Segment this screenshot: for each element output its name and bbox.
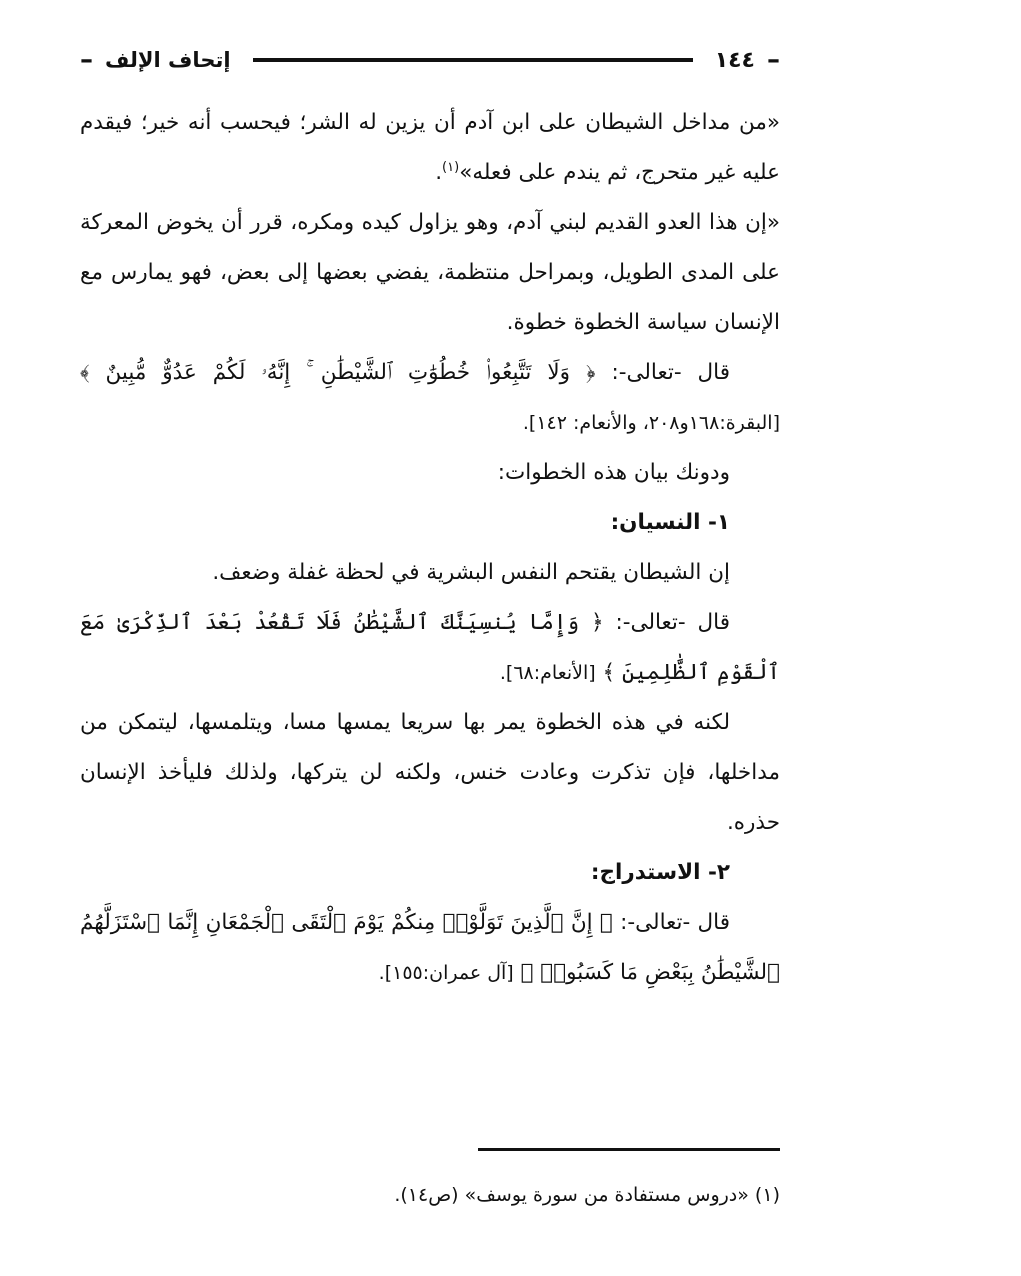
footnote-separator xyxy=(478,1148,780,1151)
header-dash-right: – xyxy=(767,45,780,75)
paragraph-7: لكنه في هذه الخطوة يمر بها سريعا يمسها مسا، ويتلمسها، ليتمكن من مداخلها، فإن تذكرت وعادت خنس، ولكنه لن يتركها، ولذلك فليأخذ الإنسان حذره. xyxy=(80,710,780,835)
running-header xyxy=(80,40,780,80)
page-number: ١٤٤ xyxy=(714,47,755,73)
section-heading-2: ٢- الاستدراج: xyxy=(590,860,730,885)
paragraph-5: إن الشيطان يقتحم النفس البشرية في لحظة غفلة وضعف. xyxy=(212,560,730,585)
verse-intro-2: قال -تعالى-: xyxy=(615,610,731,635)
quran-verse-3: ﴿ إِنَّ ٱلَّذِينَ تَوَلَّوْا۟ مِنكُمْ يَوْمَ ٱلْتَقَى ٱلْجَمْعَانِ إِنَّمَا ٱسْتَزَلَّهُمُ ٱلشَّيْطَٰنُ بِبَعْضِ مَا كَسَبُوا۟ ﴾ xyxy=(80,910,780,985)
quran-verse-2: ﴿ وَإِمَّا يُنسِيَنَّكَ ٱلشَّيْطَٰنُ فَلَا تَقْعُدْ بَعْدَ ٱلذِّكْرَىٰ مَعَ ٱلْقَوْمِ ٱلظَّٰلِمِينَ ﴾ xyxy=(80,610,780,685)
body-text xyxy=(80,98,780,998)
verse-reference-2: [الأنعام:٦٨]. xyxy=(499,662,596,684)
verse-reference-1: [البقرة:١٦٨و٢٠٨، والأنعام: ١٤٢]. xyxy=(522,412,780,434)
verse-reference-3: [آل عمران:١٥٥]. xyxy=(378,962,514,984)
paragraph-8 xyxy=(80,898,780,998)
paragraph-4: ودونك بيان هذه الخطوات: xyxy=(497,460,730,485)
paragraph-2: «إن هذا العدو القديم لبني آدم، وهو يزاول كيده ومكره، قرر أن يخوض المعركة على المدى الطويل، وبمراحل منتظمة، يفضي بعضها إلى بعض، فهو يمارس مع الإنسان سياسة الخطوة خطوة. xyxy=(80,210,780,335)
verse-intro-3: قال -تعالى-: xyxy=(620,910,730,935)
header-rule xyxy=(253,58,693,62)
paragraph-3 xyxy=(80,348,780,448)
book-title: إتحاف الإلف xyxy=(105,48,231,72)
verse-intro-1: قال -تعالى-: xyxy=(611,360,730,385)
paragraph-1-text: «من مداخل الشيطان على ابن آدم أن يزين له الشر؛ فيحسب أنه خير؛ فيقدم عليه غير متحرج، ثم يندم على فعله» xyxy=(80,110,780,185)
paragraph-1-end: . xyxy=(435,160,443,185)
footnote-1: (١) «دروس مستفادة من سورة يوسف» (ص١٤). xyxy=(394,1184,780,1206)
paragraph-6 xyxy=(80,598,780,698)
header-dash-left: – xyxy=(80,45,93,75)
section-heading-1: ١- النسيان: xyxy=(610,510,730,535)
paragraph-1 xyxy=(80,98,780,198)
footnote-marker: (١) xyxy=(442,159,460,175)
quran-verse-1: ﴿ وَلَا تَتَّبِعُوا۟ خُطُوَٰتِ ٱلشَّيْطَٰنِ ۚ إِنَّهُۥ لَكُمْ عَدُوٌّ مُّبِينٌ ﴾ xyxy=(80,360,596,385)
